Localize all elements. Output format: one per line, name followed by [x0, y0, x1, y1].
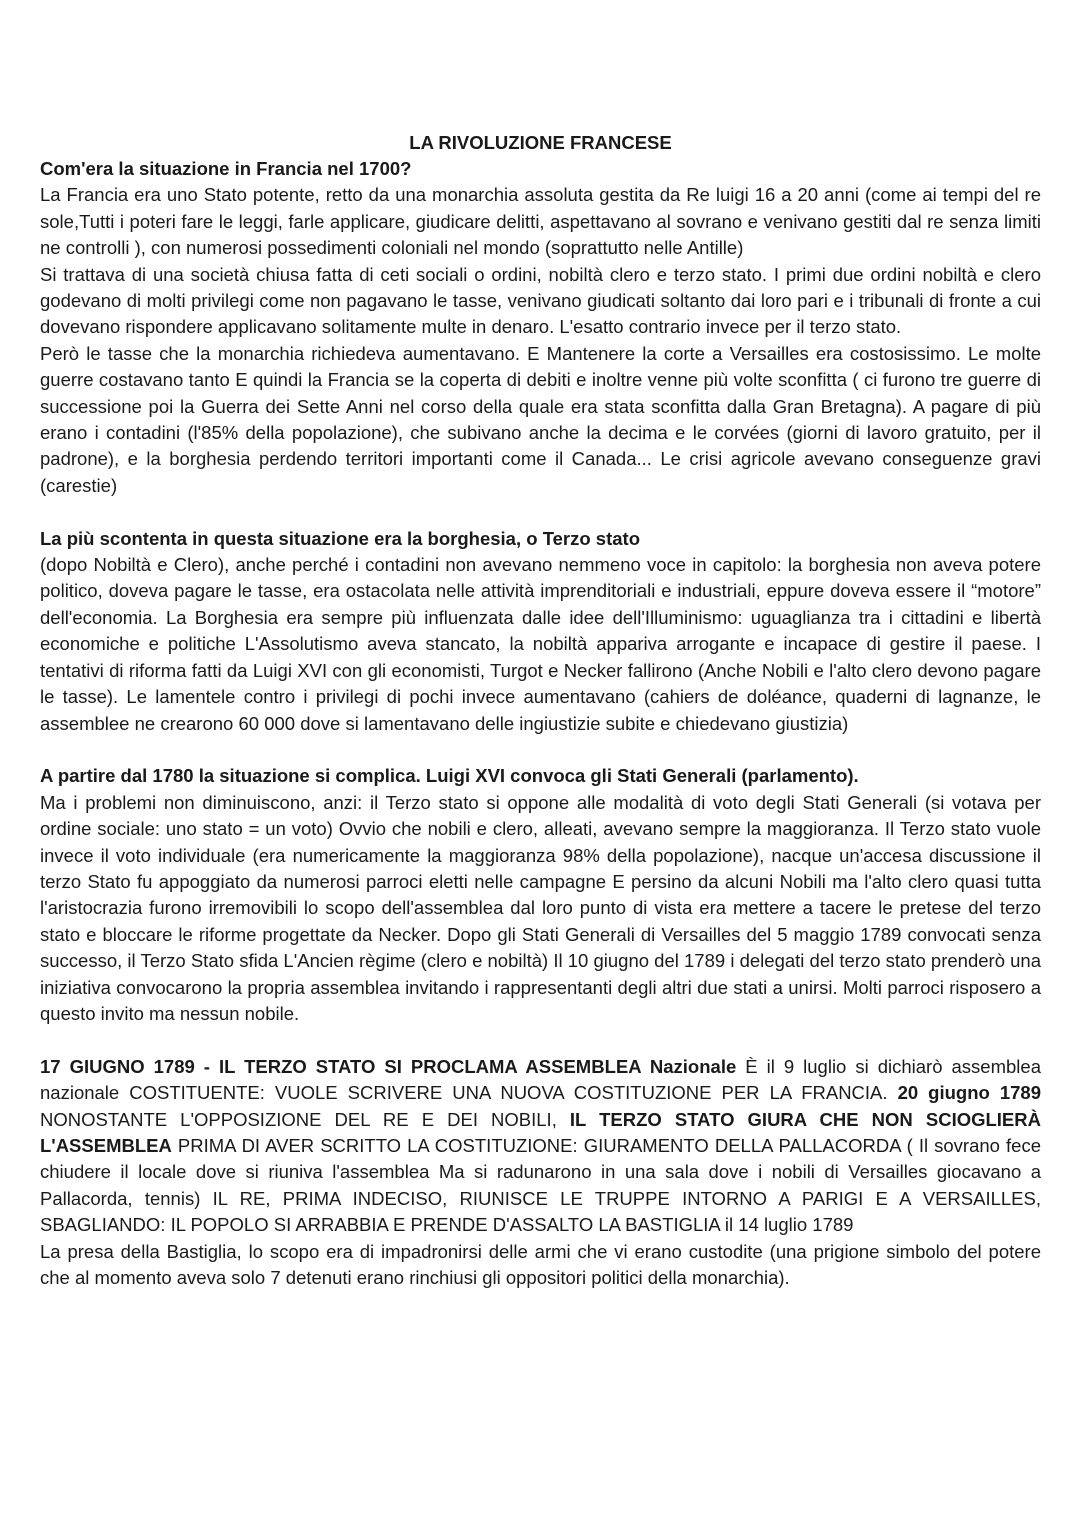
spacer — [40, 737, 1041, 763]
paragraph-1-1: La Francia era uno Stato potente, retto da una monarchia assoluta gestita da Re luigi 16 a 20 anni (come ai tempi del re sole,Tutti i poteri fare le leggi, farle applicare, giudicare delitti, aspettavano al sovrano e venivano gestiti dal re senza limiti ne controlli ), con numerosi possedimenti coloniali nel mondo (soprattutto nelle Antille) — [40, 184, 1041, 259]
paragraph-3-1: Ma i problemi non diminuiscono, anzi: il Terzo stato si oppone alle modalità di voto degli Stati Generali (si votava per ordine sociale: uno stato = un voto) Ovvio che nobili e clero, alleati, avevano sempre la maggioranza. Il Terzo stato vuole invece il voto individuale (era numericamente la maggioranza 98% della popolazione), nacque un'accesa discussione il terzo Stato fu appoggiato da numerosi parroci eletti nelle campagne E persino da alcuni Nobili ma l'alto clero quasi tutta l'aristocrazia furono irremovibili lo scopo dell'assemblea dal loro punto di vista era mettere a tacere le pretese del terzo stato e bloccare le riforme progettate da Necker. Dopo gli Stati Generali di Versailles del 5 maggio 1789 convocati senza successo, il Terzo Stato sfida L'Ancien règime (clero e nobiltà) Il 10 giugno del 1789 i delegati del terzo stato prenderò una iniziativa convocarono la propria assemblea invitando i rappresentanti degli altri due stati a unirsi. Molti parroci risposero a questo invito ma nessun nobile. — [40, 791, 1041, 1024]
oath-statement: IL TERZO STATO GIURA CHE NON SCIOGLIERÀ L'ASSEMBLEA — [40, 1108, 1041, 1156]
section-heading-2: La più scontenta in questa situazione era la borghesia, o Terzo stato — [40, 527, 640, 549]
section-heading-3: A partire dal 1780 la situazione si complica. Luigi XVI convoca gli Stati Generali (parlamento). — [40, 765, 859, 787]
date-heading-june-17: 17 GIUGNO 1789 - IL TERZO STATO SI PROCLAMA ASSEMBLEA Nazionale — [40, 1055, 737, 1077]
spacer — [40, 1027, 1041, 1053]
paragraph-2-1: (dopo Nobiltà e Clero), anche perché i contadini non avevano nemmeno voce in capitolo: la borghesia non aveva potere politico, doveva pagare le tasse, era ostacolata nelle attività imprenditoriali e industriali, eppure doveva essere il “motore” dell'economia. La Borghesia era sempre più influenzata dalle idee dell'Illuminismo: uguaglianza tra i cittadini e libertà economiche e politiche L'Assolutismo aveva stancato, la nobiltà appariva arrogante e incapace di gestire il paese. I tentativi di riforma fatti da Luigi XVI con gli economisti, Turgot e Necker fallirono (Anche Nobili e l'alto clero devono pagare le tasse). Le lamentele contro i privilegi di pochi invece aumentavano (cahiers de doléance, quaderni di lagnanze, le assemblee ne crearono 60 000 dove si lamentavano delle ingiustizie subite e chiedevano giustizia) — [40, 554, 1041, 734]
paragraph-1-2: Si trattava di una società chiusa fatta di ceti sociali o ordini, nobiltà clero e terzo stato. I primi due ordini nobiltà e clero godevano di molti privilegi come non pagavano le tasse, venivano giudicati soltanto dai loro pari e i tribunali di fronte a cui dovevano rispondere applicavano solitamente multe in denaro. L'esatto contrario invece per il terzo stato. — [40, 263, 1041, 338]
date-june-20: 20 giugno 1789 — [897, 1082, 1041, 1104]
final-paragraph — [40, 1054, 1041, 1239]
final-text-2: NONOSTANTE L'OPPOSIZIONE DEL RE E DEI NOBILI, — [40, 1108, 570, 1130]
final-text-3: PRIMA DI AVER SCRITTO LA COSTITUZIONE: GIURAMENTO DELLA PALLACORDA ( Il sovrano fece chiudere il locale dove si riuniva l'assemblea Ma si radunarono in una sala dove i nobili di Versailles giocavano a Pallacorda, tennis) IL RE, PRIMA INDECISO, RIUNISCE LE TRUPPE INTORNO A PARIGI E A VERSAILLES, SBAGLIANDO: IL POPOLO SI ARRABBIA E PRENDE D'ASSALTO LA BASTIGLIA il 14 luglio 1789 — [40, 1134, 1041, 1236]
document-title: LA RIVOLUZIONE FRANCESE — [409, 132, 672, 153]
document-page — [40, 130, 1041, 1291]
final-text-1: È il 9 luglio si dichiarò assemblea nazionale COSTITUENTE: VUOLE SCRIVERE UNA NUOVA COSTITUZIONE PER LA FRANCIA. — [40, 1055, 1041, 1104]
spacer — [40, 499, 1041, 525]
closing-paragraph: La presa della Bastiglia, lo scopo era di impadronirsi delle armi che vi erano custodite (una prigione simbolo del potere che al momento aveva solo 7 detenuti erano rinchiusi gli oppositori politici della monarchia). — [40, 1240, 1041, 1289]
section-heading-1: Com'era la situazione in Francia nel 1700? — [40, 158, 412, 179]
paragraph-1-3: Però le tasse che la monarchia richiedeva aumentavano. E Mantenere la corte a Versailles era costosissimo. Le molte guerre costavano tanto E quindi la Francia se la coperta di debiti e inoltre venne più volte sconfitta ( ci furono tre guerre di successione poi la Guerra dei Sette Anni nel corso della quale era stata sconfitta dalla Gran Bretagna). A pagare di più erano i contadini (l'85% della popolazione), che subivano anche la decima e le corvées (giorni di lavoro gratuito, per il padrone), e la borghesia perdendo territori importanti come il Canada... Le crisi agricole avevano conseguenze gravi (carestie) — [40, 342, 1041, 496]
